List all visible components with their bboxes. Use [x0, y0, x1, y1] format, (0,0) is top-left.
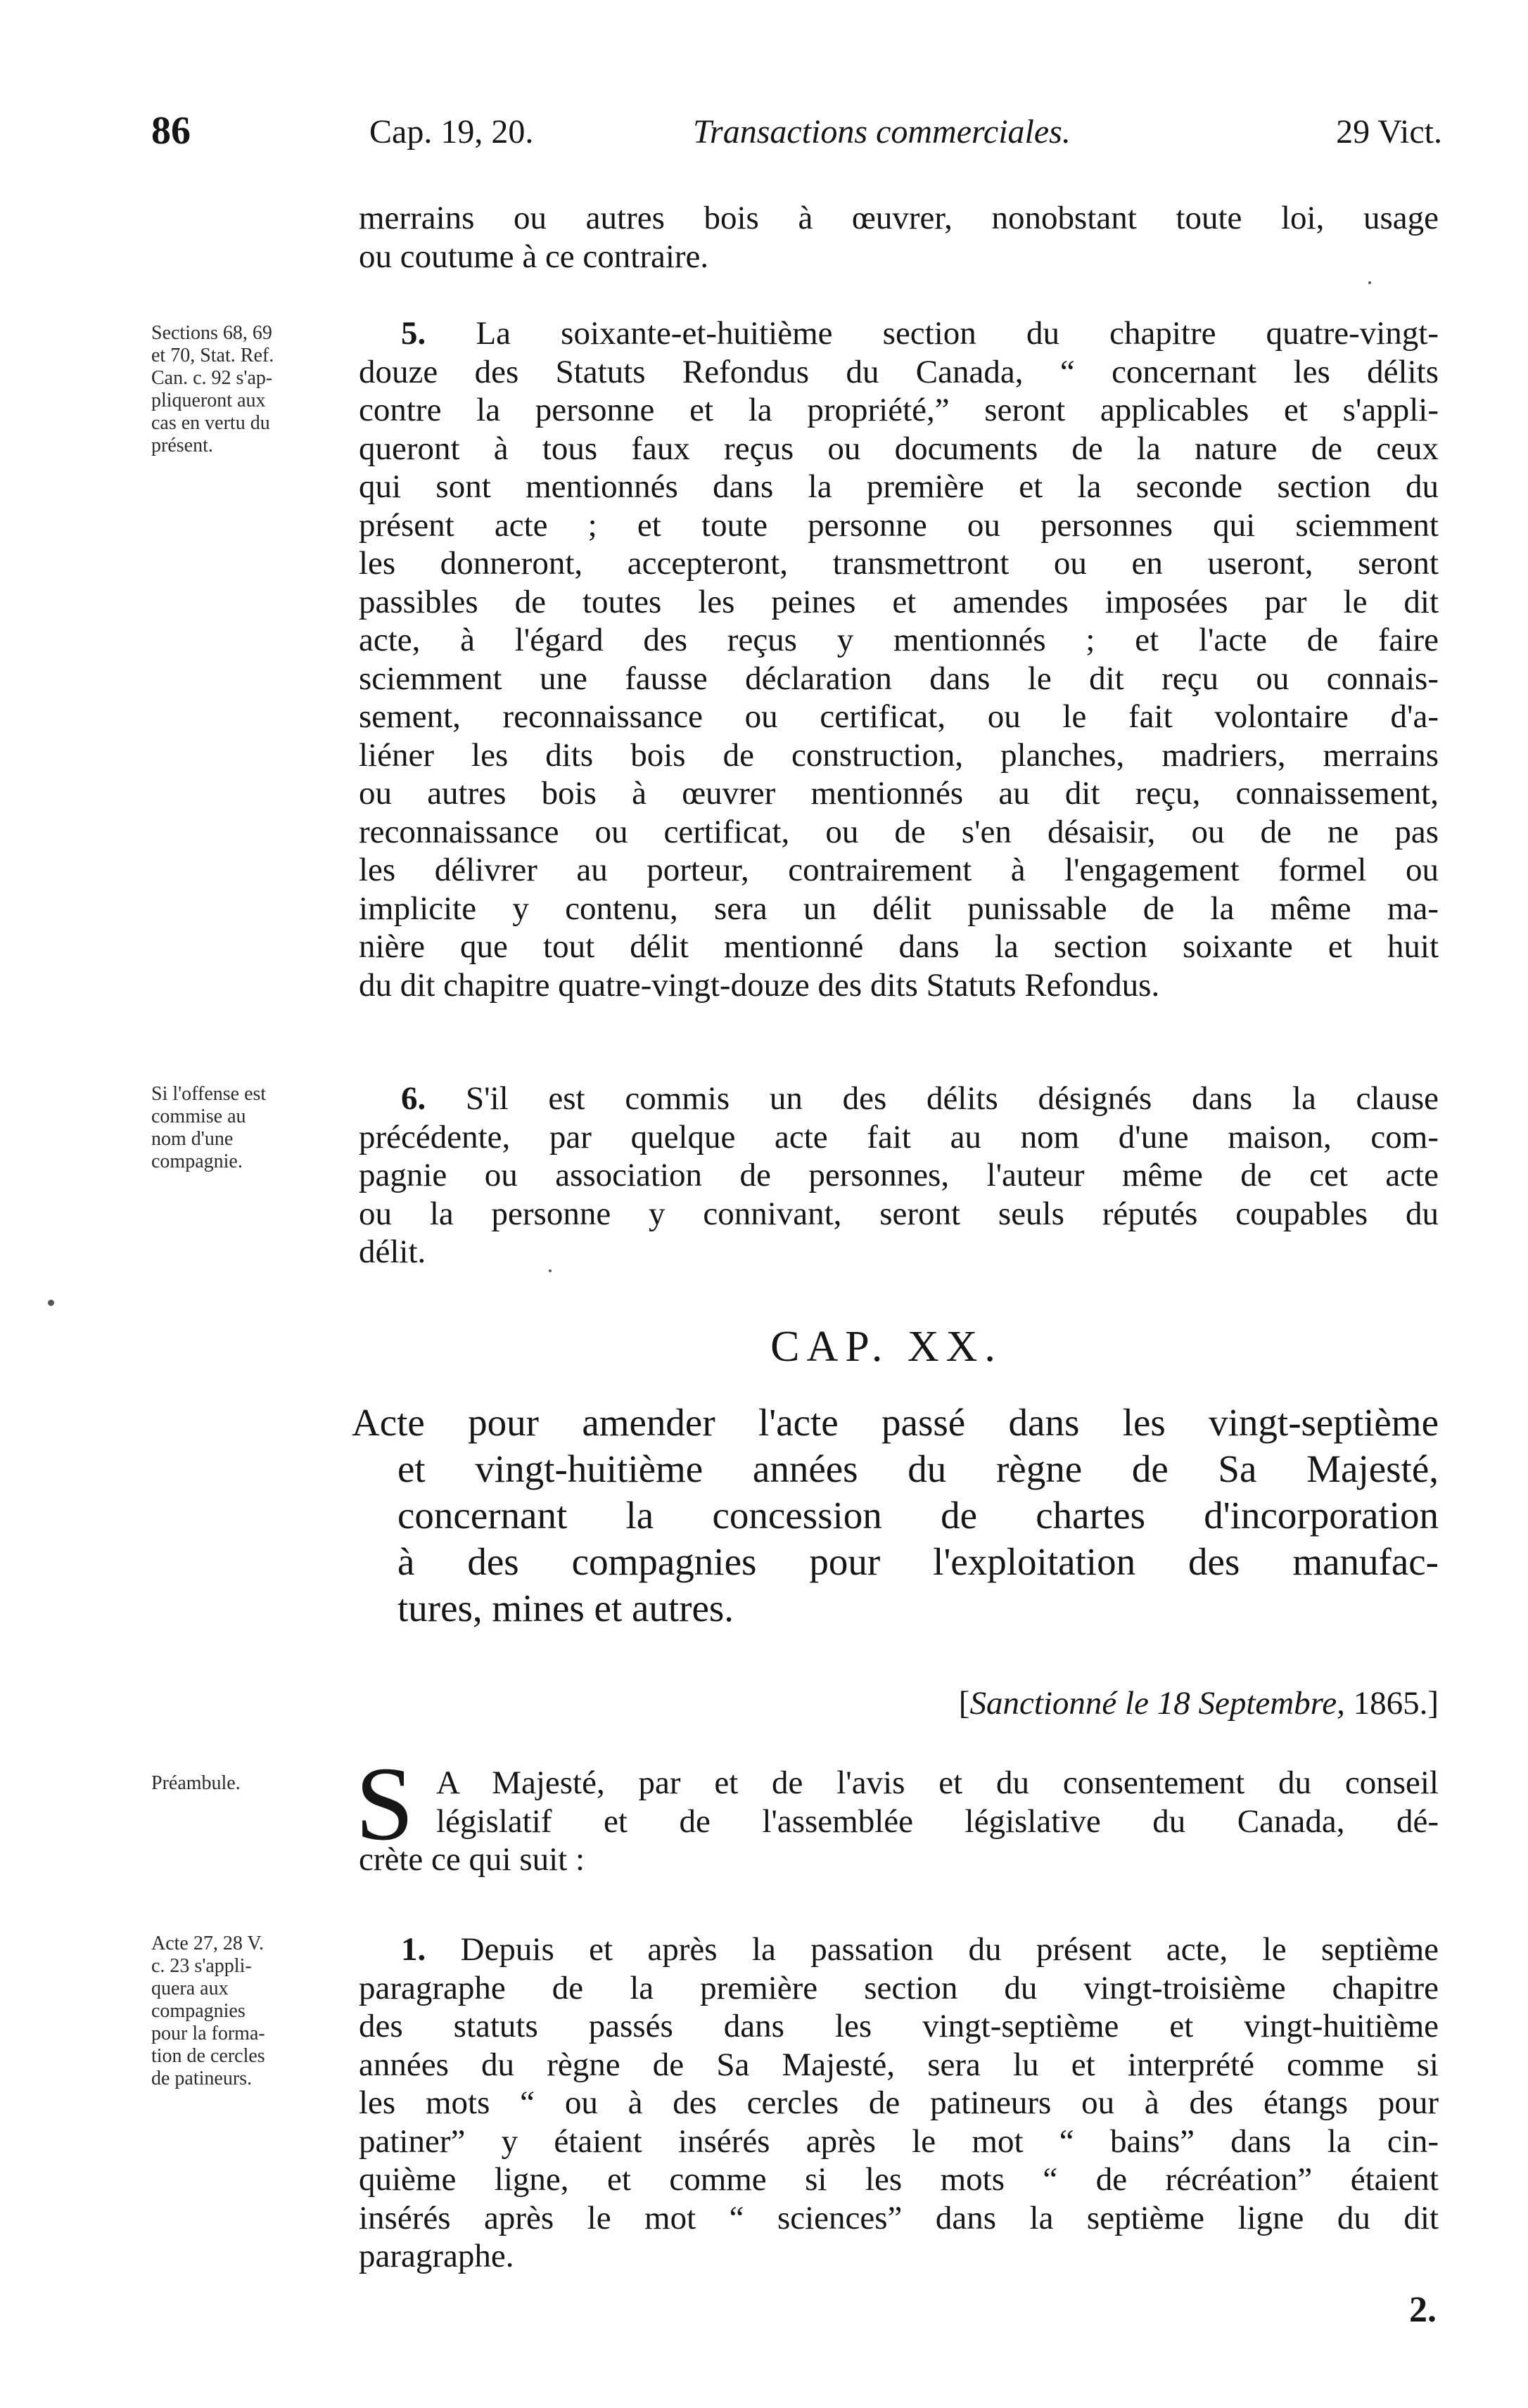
margin-note-line: Si l'offense est	[151, 1083, 267, 1105]
text-line: contre la personne et la propriété,” seront applicables et s'appli-	[359, 392, 1439, 428]
ink-speck	[549, 1269, 552, 1272]
running-title: Transactions commerciales.	[693, 113, 1071, 150]
text-line: les donneront, accepteront, transmettront ou en useront, seront	[359, 545, 1439, 582]
text-line: crète ce qui suit :	[359, 1841, 585, 1878]
text-line: paragraphe.	[359, 2238, 514, 2274]
margin-note-line: nom d'une	[151, 1128, 234, 1150]
text-line: précédente, par quelque acte fait au nom d'une maison, com-	[359, 1118, 1439, 1155]
section-6	[359, 1080, 1439, 1272]
bracket: ]	[1427, 1685, 1439, 1722]
margin-note-line: Can. c. 92 s'ap-	[151, 367, 273, 389]
margin-note-line: pour la forma-	[151, 2023, 265, 2044]
text-line: reconnaissance ou certificat, ou de s'en désaisir, ou de ne pas	[359, 813, 1439, 850]
sanction-date	[788, 1684, 1439, 1722]
margin-note-line: Préambule.	[151, 1772, 241, 1794]
chapter-reference: Cap. 19, 20.	[369, 113, 534, 150]
title-line: Acte pour amender l'acte passé dans les vingt-septième	[352, 1401, 1439, 1444]
catchword: 2.	[1409, 2290, 1437, 2330]
text-line: législatif et de l'assemblée législative du Canada, dé-	[436, 1802, 1439, 1840]
text-line: les mots “ ou à des cercles de patineurs ou à des étangs pour	[359, 2084, 1439, 2121]
text-line: ou autres bois à œuvrer mentionnés au dit reçu, connaissement,	[359, 775, 1439, 812]
act-title	[352, 1400, 1439, 1632]
text-line: acte, à l'égard des reçus y mentionnés ; et l'acte de faire	[359, 622, 1439, 658]
title-line: et vingt-huitième années du règne de Sa Majesté,	[397, 1447, 1439, 1490]
title-line: à des compagnies pour l'exploitation des manufac-	[397, 1540, 1439, 1583]
margin-note-line: de patineurs.	[151, 2068, 253, 2089]
preamble-text	[359, 1764, 1439, 1879]
section-5	[359, 314, 1439, 1004]
text-line: années du règne de Sa Majesté, sera lu et interprété comme si	[359, 2046, 1439, 2083]
chapter-heading: CAP. XX.	[770, 1323, 1002, 1371]
drop-cap: S	[355, 1746, 414, 1862]
margin-note-line: commise au	[151, 1106, 246, 1127]
text-line: des statuts passés dans les vingt-septième et vingt-huitième	[359, 2008, 1439, 2044]
section-1	[359, 1930, 1439, 2276]
text-fragment: La soixante-et-huitième section du chapitre quatre-vingt-	[476, 315, 1439, 352]
margin-note-line: quera aux	[151, 1978, 229, 1999]
text-line: présent acte ; et toute personne ou personnes qui sciemment	[359, 506, 1439, 544]
text-line: merrains ou autres bois à œuvrer, nonobstant toute loi, usage	[359, 200, 1439, 236]
margin-note-section-5	[151, 322, 334, 457]
text-line: qui sont mentionnés dans la première et la seconde section du	[359, 468, 1439, 505]
title-line: tures, mines et autres.	[397, 1587, 734, 1629]
page-number: 86	[151, 109, 191, 153]
sanction-year: 1865.	[1353, 1685, 1428, 1722]
text-line: implicite y contenu, sera un délit punissable de la même ma-	[359, 890, 1439, 927]
text-line	[359, 314, 1439, 353]
text-line: nière que tout délit mentionné dans la section soixante et huit	[359, 928, 1439, 965]
running-head	[151, 109, 1442, 169]
text-fragment: S'il est commis un des délits désignés dans la clause	[465, 1080, 1439, 1117]
section-number: 6.	[401, 1080, 426, 1117]
section-number: 1.	[401, 1931, 426, 1968]
text-line: délit.	[359, 1234, 426, 1270]
margin-note-line: c. 23 s'appli-	[151, 1955, 252, 1977]
margin-note-line: Sections 68, 69	[151, 322, 272, 344]
bracket: [	[958, 1685, 970, 1722]
text-line: ou la personne y connivant, seront seuls réputés coupables du	[359, 1195, 1439, 1232]
text-fragment: Depuis et après la passation du présent acte, le septième	[460, 1931, 1439, 1968]
ink-speck	[1368, 281, 1371, 284]
text-line: liéner les dits bois de construction, planches, madriers, merrains	[359, 736, 1439, 774]
margin-note-line: pliqueront aux	[151, 390, 266, 411]
margin-note-line: Acte 27, 28 V.	[151, 1933, 264, 1954]
text-line: sciemment une fausse déclaration dans le dit reçu ou connais-	[359, 660, 1439, 697]
text-line: ou coutume à ce contraire.	[359, 238, 709, 275]
margin-note-line: compagnie.	[151, 1151, 243, 1172]
margin-note-section-6	[151, 1083, 334, 1173]
margin-note-preamble	[151, 1772, 334, 1795]
margin-note-line: tion de cercles	[151, 2045, 265, 2067]
text-line	[359, 1930, 1439, 1969]
margin-note-line: présent.	[151, 435, 213, 456]
margin-note-line: cas en vertu du	[151, 412, 270, 434]
text-line: pagnie ou association de personnes, l'auteur même de cet acte	[359, 1157, 1439, 1193]
text-line	[359, 1080, 1439, 1118]
text-line: du dit chapitre quatre-vingt-douze des dits Statuts Refondus.	[359, 966, 1160, 1004]
text-line: passibles de toutes les peines et amendes imposées par le dit	[359, 583, 1439, 620]
text-line: insérés après le mot “ sciences” dans la septième ligne du dit	[359, 2199, 1439, 2236]
section-number: 5.	[401, 315, 426, 352]
continuation-text	[359, 199, 1439, 276]
margin-note-section-1	[151, 1933, 334, 2090]
title-line: concernant la concession de chartes d'incorporation	[397, 1494, 1439, 1537]
text-line: douze des Statuts Refondus du Canada, “ concernant les délits	[359, 353, 1439, 390]
text-line: quième ligne, et comme si les mots “ de récréation” étaient	[359, 2161, 1439, 2198]
text-line: paragraphe de la première section du vingt-troisième chapitre	[359, 1969, 1439, 2006]
regnal-year: 29 Vict.	[1336, 113, 1442, 150]
text-line: sement, reconnaissance ou certificat, ou le fait volontaire d'a-	[359, 698, 1439, 735]
text-line: queront à tous faux reçus ou documents de la nature de ceux	[359, 430, 1439, 467]
margin-note-line: et 70, Stat. Ref.	[151, 345, 274, 366]
margin-note-line: compagnies	[151, 2000, 246, 2022]
ink-speck	[48, 1300, 54, 1306]
text-line: A Majesté, par et de l'avis et du consentement du conseil	[436, 1765, 1439, 1801]
sanction-text: Sanctionné le 18 Septembre,	[969, 1685, 1345, 1722]
text-line: patiner” y étaient insérés après le mot “ bains” dans la cin-	[359, 2122, 1439, 2160]
text-line: les délivrer au porteur, contrairement à l'engagement formel ou	[359, 852, 1439, 888]
